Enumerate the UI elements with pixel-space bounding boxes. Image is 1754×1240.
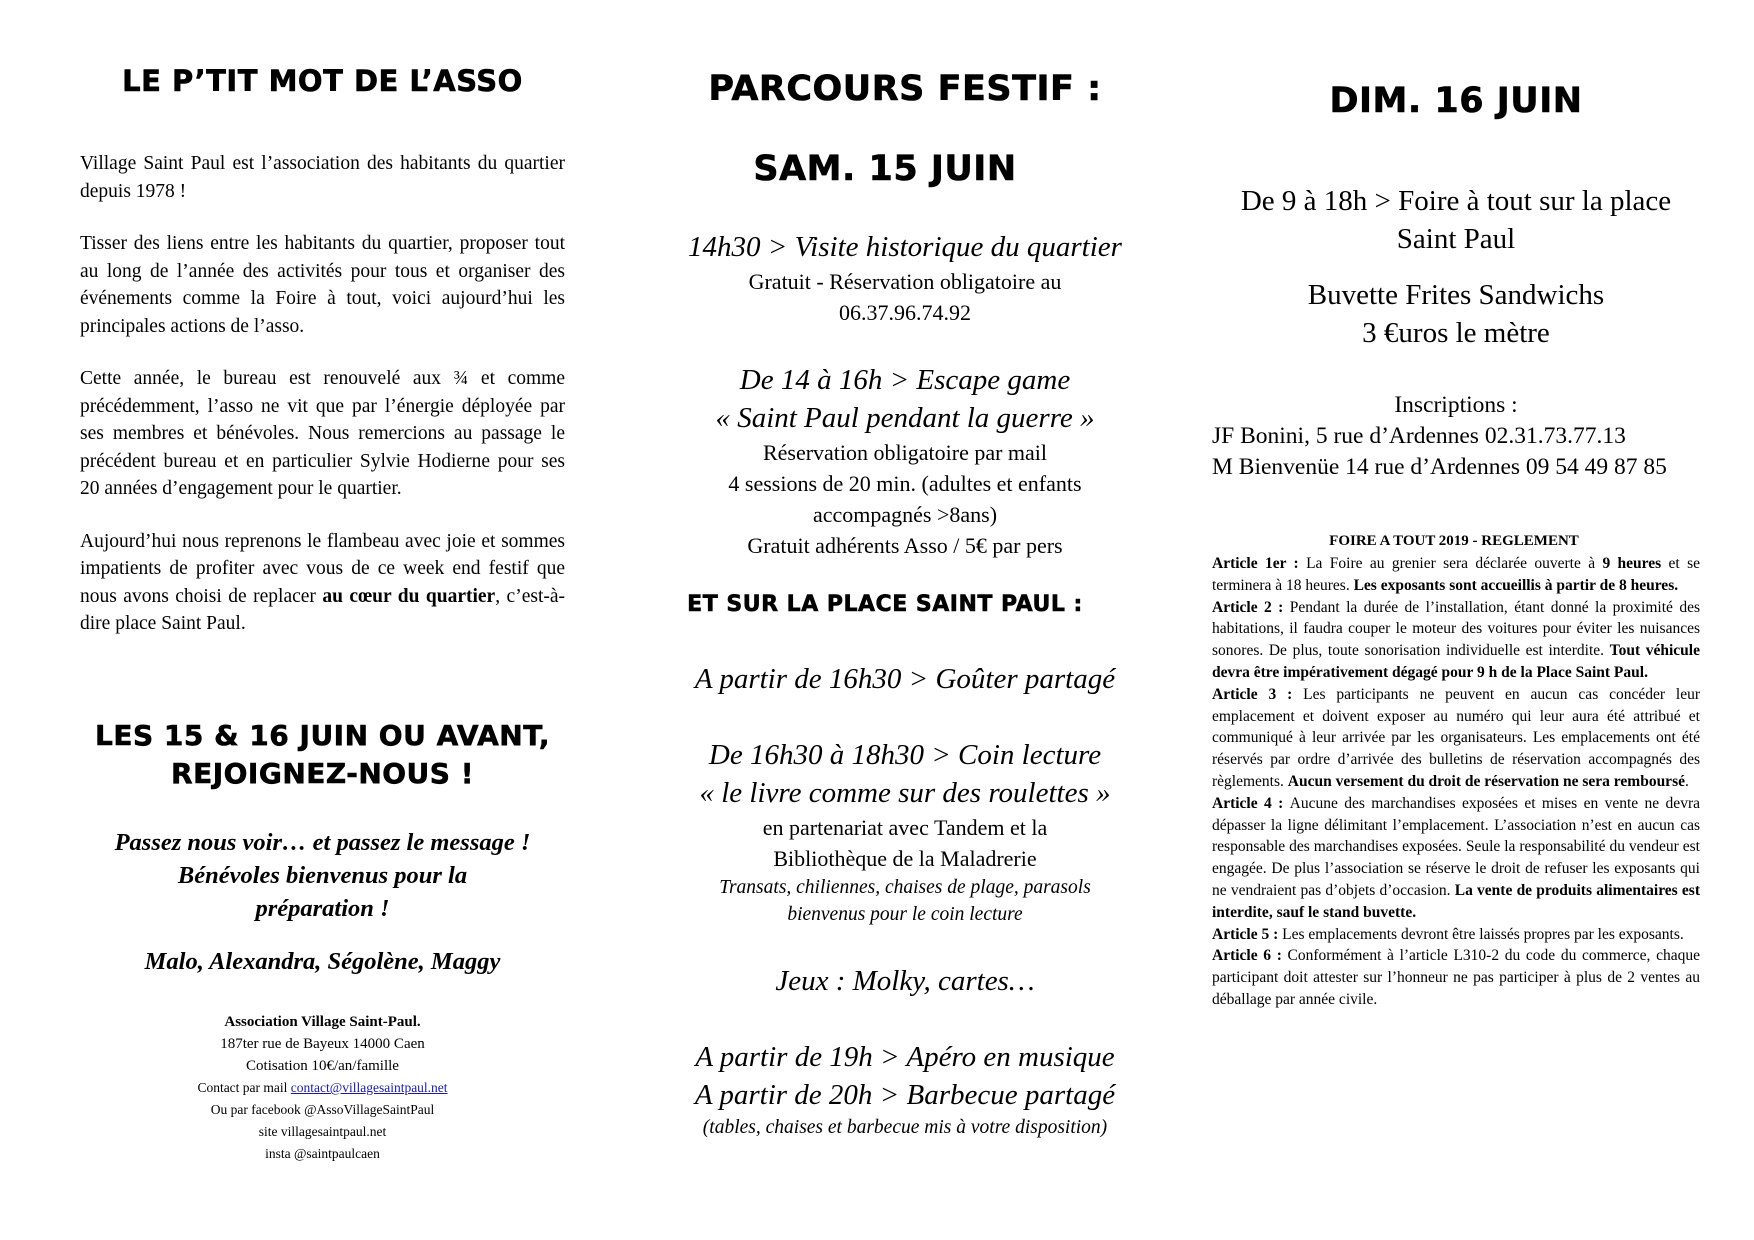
paragraph-flambeau-part1: Aujourd’hui nous reprenons le flambeau avec joie et sommes impatients de profiter avec vous de ce week end festif que nous avons choisi de replacer [80,530,565,607]
escape-line1: Réservation obligatoire par mail [762,440,1048,465]
rule-5-text1: Les emplacements devront être laissés propres par les exposants. [1282,925,1684,943]
buvette-info [1212,276,1700,352]
event-jeux [650,962,1160,1000]
paragraph-bureau: Cette année, le bureau est renouvelé aux ¾ et comme précédemment, l’asso ne vit que par l’énergie déployée par ses membres et bénévoles. Nous remercions au passage le précédent bureau et en particulier Sylvie Hodierne pour ses 20 années d’engagement pour le quartier. [80,368,565,499]
message-line1: Passez nous voir… et passez le message ! [114,829,531,856]
rule-article-1 [1212,553,1700,597]
rule-6-text1: Conformément à l’article L310-2 du code du commerce, chaque participant doit attester sur l’honneur ne pas participer à plus de 2 ventes au déballage par année civile. [1212,947,1700,1008]
prix-line: 3 €uros le mètre [1362,317,1550,349]
visite-phone: 06.37.96.74.92 [839,300,971,325]
join-heading [80,717,565,793]
contact-email-link[interactable]: contact@villagesaintpaul.net [290,1080,448,1095]
paragraph-flambeau [80,528,565,638]
lecture-note2: bienvenus pour le coin lecture [787,904,1023,925]
rule-2-label: Article 2 : [1212,598,1290,616]
event-visite [650,228,1160,328]
paragraph-intro: Village Saint Paul est l’association des habitants du quartier depuis 1978 ! [80,153,565,202]
column-association [80,0,565,1240]
website-line: site villagesaintpaul.net [258,1124,387,1139]
event-gouter [650,660,1160,698]
rule-6-label: Article 6 : [1212,947,1288,965]
buvette-line: Buvette Frites Sandwichs [1307,279,1605,311]
association-contact-block [80,1011,565,1165]
rule-4-text1: Aucune des marchandises exposées et mises en vente ne devra dépasser la ligne délimitant l’emplacement. L’association n’est en aucun cas responsable des marchandises exposées. Seule la responsabilité du vendeur est engagée. De plus l’association se réserve le droit de refuser les exposants qui ne vendraient pas d’objets d’occasion. [1212,794,1700,899]
inscriptions-label: Inscriptions : [1394,392,1518,418]
foire-info [1212,182,1700,258]
saturday-date: SAM. 15 JUIN [753,149,1017,189]
place-subheading: ET SUR LA PLACE SAINT PAUL : [687,592,1083,617]
foire-line1: De 9 à 18h > Foire à tout sur la place [1240,185,1672,217]
rule-1-label: Article 1er : [1212,555,1307,572]
escape-title2: « Saint Paul pendant la guerre » [715,402,1095,434]
visite-title: 14h30 > Visite historique du quartier [688,231,1122,263]
rule-article-3 [1212,684,1700,793]
signature-names: Malo, Alexandra, Ségolène, Maggy [144,948,501,975]
barbecue-title: A partir de 20h > Barbecue partagé [694,1079,1116,1111]
rule-3-bold1: Aucun versement du droit de réservation ne sera remboursé [1287,772,1685,790]
association-name: Association Village Saint-Paul. [224,1014,421,1030]
contact-label: Contact par mail [197,1080,291,1095]
escape-line3: accompagnés >8ans) [812,502,998,527]
lecture-title2: « le livre comme sur des roulettes » [699,777,1111,809]
jeux-title: Jeux : Molky, cartes… [775,965,1035,997]
rules-title: FOIRE A TOUT 2019 - REGLEMENT [1329,533,1579,549]
event-coin-lecture [650,736,1160,928]
association-title: LE P’TIT MOT DE L’ASSO [122,64,523,98]
instagram-line: insta @saintpaulcaen [265,1146,380,1161]
volunteer-message [80,826,565,925]
paragraph-actions: Tisser des liens entre les habitants du quartier, proposer tout au long de l’année des activités pour tous et organiser des événements comme la Foire à tout, voici aujourd’hui les principales actions de l’asso. [80,233,565,337]
paragraph-flambeau-bold: au cœur du quartier [322,585,496,607]
inscription-contact2: M Bienvenüe 14 rue d’Ardennes 09 54 49 87 85 [1212,454,1667,480]
lecture-title1: De 16h30 à 18h30 > Coin lecture [708,739,1102,771]
rule-4-label: Article 4 : [1212,794,1290,812]
rule-article-5 [1212,924,1700,946]
message-line2: Bénévoles bienvenus pour la [177,862,468,889]
column-saturday [650,0,1160,1240]
rule-1-text2: et se terminera à 18 heures. [1212,555,1700,594]
barbecue-note: (tables, chaises et barbecue mis à votre disposition) [702,1117,1108,1138]
rule-2-bold1: Tout véhicule devra être impérativement dégagé pour 9 h de la Place Saint Paul. [1212,642,1700,681]
lecture-line1: en partenariat avec Tandem et la [762,815,1048,840]
lecture-note1: Transats, chiliennes, chaises de plage, parasols [719,877,1091,898]
escape-line2: 4 sessions de 20 min. (adultes et enfants [728,471,1082,496]
facebook-line: Ou par facebook @AssoVillageSaintPaul [210,1102,435,1117]
event-escape-game [650,361,1160,561]
column-sunday [1212,0,1700,1240]
parcours-title: PARCOURS FESTIF : [708,69,1102,109]
rule-1-bold1: 9 heures [1602,555,1662,572]
join-heading-line2: REJOIGNEZ-NOUS ! [171,757,474,790]
visite-line1: Gratuit - Réservation obligatoire au [748,269,1062,294]
rule-3-text1: Les participants ne peuvent en aucun cas concéder leur emplacement et doivent exposer au numéro qui leur aura été attribué et communiqué à leur arrivée par les organisateurs. Les emplacements ont été réservés par ordre d’arrivée des bulletins de réservation accompagnés des règlements. [1212,685,1700,790]
lecture-line2: Bibliothèque de la Maladrerie [773,846,1037,871]
rule-article-2 [1212,597,1700,684]
message-line3: préparation ! [255,895,390,922]
rule-4-bold1: La vente de produits alimentaires est interdite, sauf le stand buvette. [1212,881,1701,921]
foire-line2: Saint Paul [1396,223,1516,255]
rule-1-text1: La Foire au grenier sera déclarée ouverte à [1306,555,1603,572]
contact-line [80,1077,565,1099]
rule-3-label: Article 3 : [1212,685,1304,703]
rule-5-label: Article 5 : [1212,925,1283,943]
event-soiree [650,1038,1160,1141]
association-address: 187ter rue de Bayeux 14000 Caen [220,1036,425,1052]
escape-line4: Gratuit adhérents Asso / 5€ par pers [747,533,1063,558]
association-cotisation: Cotisation 10€/an/famille [246,1058,399,1074]
gouter-title: A partir de 16h30 > Goûter partagé [694,663,1116,695]
join-heading-line1: LES 15 & 16 JUIN OU AVANT, [95,719,550,752]
rule-article-4 [1212,793,1700,924]
sunday-date: DIM. 16 JUIN [1329,81,1583,121]
inscriptions-block [1212,390,1700,483]
inscription-contact1: JF Bonini, 5 rue d’Ardennes 02.31.73.77.13 [1212,423,1626,449]
rule-1-bold2: Les exposants sont accueillis à partir de 8 heures. [1353,576,1679,594]
association-text [80,150,565,663]
rules-text [1212,553,1700,1011]
paragraph-flambeau-part2: , c’est-à-dire place Saint Paul. [80,585,565,634]
rule-article-6 [1212,945,1700,1010]
rule-2-text1: Pendant la durée de l’installation, étant donné la proximité des habitations, il faudra couper le moteur des voitures pour éviter les nuisances sonores. De plus, toute sonorisation individuelle est interdite. [1212,598,1700,660]
apero-title: A partir de 19h > Apéro en musique [695,1041,1115,1073]
escape-title1: De 14 à 16h > Escape game [739,364,1071,396]
rule-3-text2: . [1684,772,1689,790]
